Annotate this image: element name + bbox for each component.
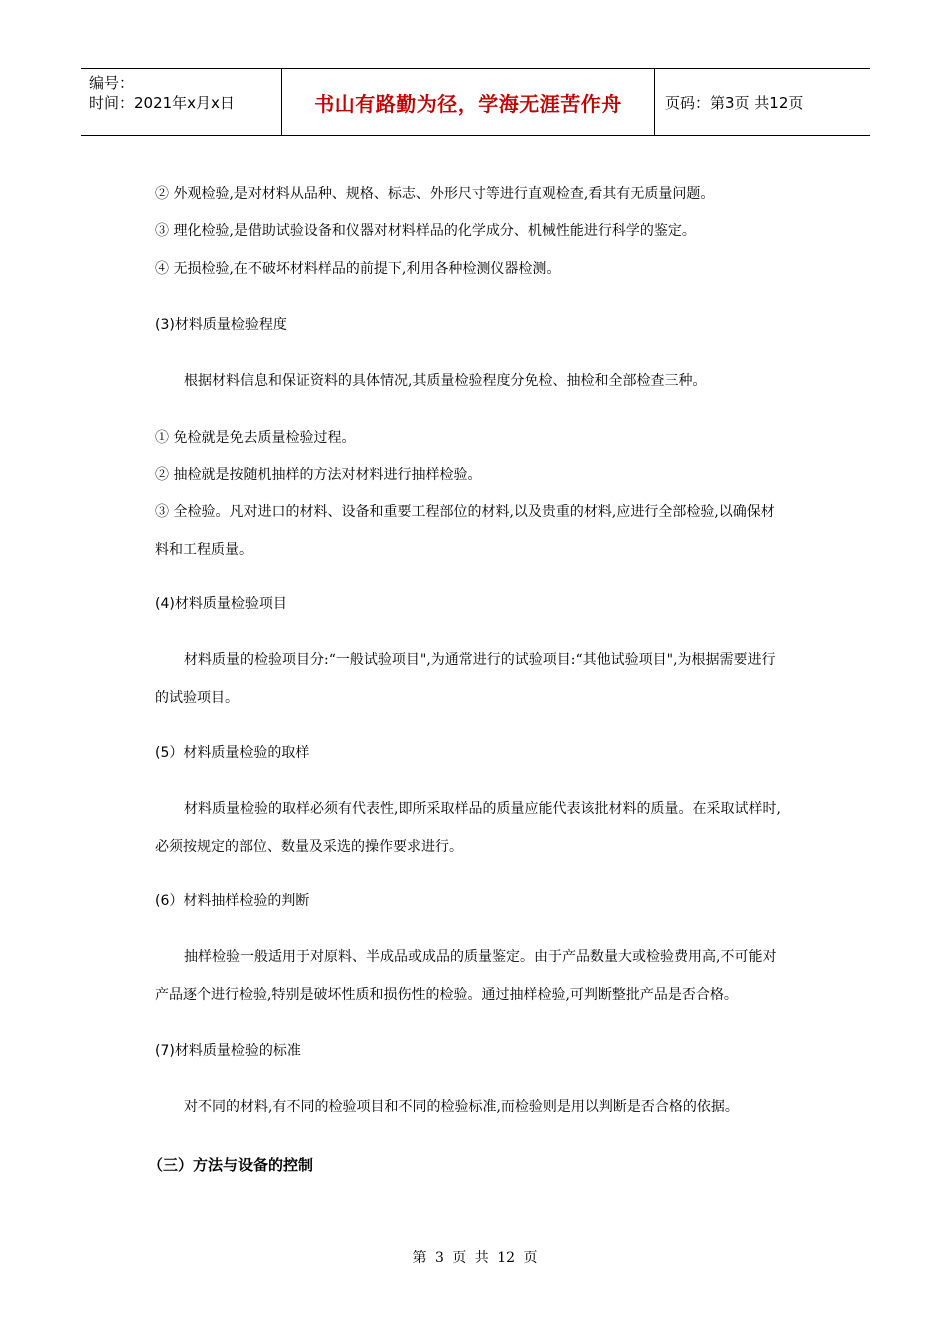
section-heading: (6）材料抽样检验的判断 [155, 893, 310, 909]
section-heading: (3)材料质量检验程度 [155, 317, 287, 333]
text-line: ④ 无损检验,在不破坏材料样品的前提下,利用各种检测仪器检测。 [155, 261, 561, 277]
chapter-heading: （三）方法与设备的控制 [148, 1156, 314, 1174]
paragraph-line: 材料质量的检验项目分:“一般试验项目",为通常进行的试验项目:“其他试验项目",为根据需要进行 [184, 652, 776, 668]
text-line: ② 抽检就是按随机抽样的方法对材料进行抽样检验。 [155, 467, 482, 483]
text-line: 产品逐个进行检验,特别是破坏性质和损伤性的检验。通过抽样检验,可判断整批产品是否合格。 [155, 987, 738, 1003]
text-line: ② 外观检验,是对材料从品种、规格、标志、外形尺寸等进行直观检查,看其有无质量问题。 [155, 186, 715, 202]
text-line: 料和工程质量。 [155, 542, 253, 558]
paragraph-line: 对不同的材料,有不同的检验项目和不同的检验标准,而检验则是用以判断是否合格的依据。 [184, 1099, 739, 1115]
text-line: ③ 理化检验,是借助试验设备和仪器对材料样品的化学成分、机械性能进行科学的鉴定。 [155, 223, 696, 239]
section-heading: (4)材料质量检验项目 [155, 596, 287, 612]
number-label: 编号： [89, 74, 135, 92]
page-footer: 第 3 页 共 12 页 [412, 1250, 538, 1266]
text-line: ③ 全检验。凡对进口的材料、设备和重要工程部位的材料,以及贵重的材料,应进行全部检验,以确保材 [155, 504, 775, 520]
text-line: 的试验项目。 [155, 690, 239, 706]
section-heading: (7)材料质量检验的标准 [155, 1043, 301, 1059]
page-header [81, 68, 870, 136]
page-indicator: 页码：第3页 共12页 [665, 93, 804, 112]
time-label: 时间：2021年x月x日 [89, 94, 235, 112]
text-line: ① 免检就是免去质量检验过程。 [155, 430, 356, 446]
section-heading: (5）材料质量检验的取样 [155, 745, 310, 761]
motto: 书山有路勤为径，学海无涯苦作舟 [282, 69, 655, 135]
paragraph-line: 抽样检验一般适用于对原料、半成品或成品的质量鉴定。由于产品数量大或检验费用高,不可能对 [184, 949, 777, 965]
text-line: 必须按规定的部位、数量及采选的操作要求进行。 [155, 839, 463, 855]
paragraph-line: 材料质量检验的取样必须有代表性,即所采取样品的质量应能代表该批材料的质量。在采取试样时, [184, 801, 781, 817]
paragraph-line: 根据材料信息和保证资料的具体情况,其质量检验程度分免检、抽检和全部检查三种。 [184, 373, 707, 389]
header-left-cell [81, 69, 282, 135]
